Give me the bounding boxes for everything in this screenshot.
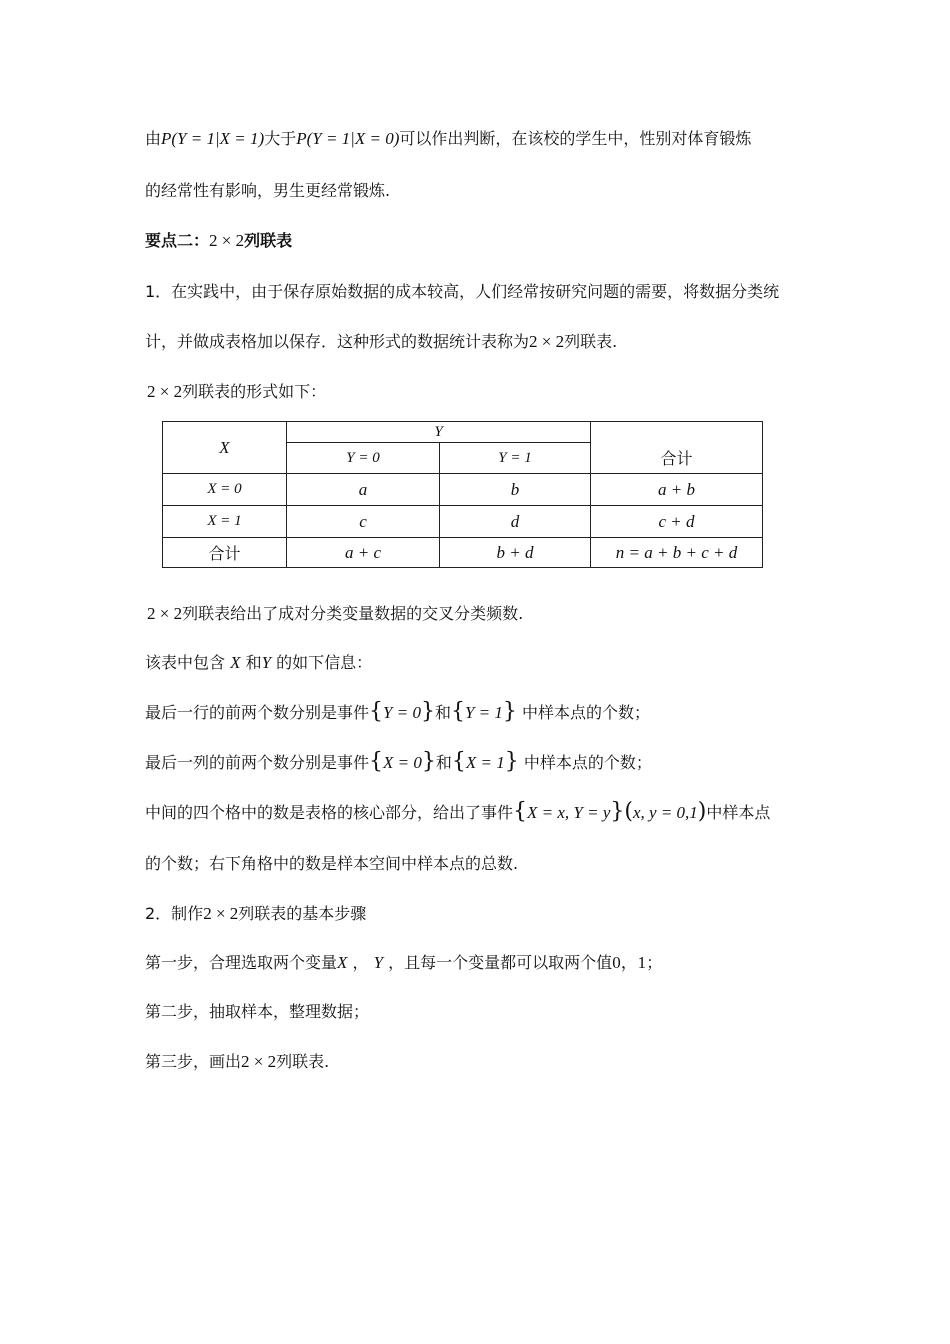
text: 由 <box>145 129 162 148</box>
table-row <box>163 506 763 538</box>
math-2x2: 2 × 2 <box>241 1052 277 1071</box>
text: 第一步，合理选取两个变量 <box>145 953 338 972</box>
table-cell: b + d <box>440 538 591 568</box>
text: ，且每一个变量都可以取两个值 <box>388 953 613 972</box>
paragraph-step3 <box>145 1051 329 1073</box>
text: 列联表的基本步骤 <box>238 904 367 923</box>
text: 列联表. <box>276 1052 330 1071</box>
text: 和 <box>435 753 452 772</box>
paragraph-s2-title <box>145 903 366 925</box>
math-conditional-prob-2: P(Y = 1|X = 0) <box>296 129 400 148</box>
paragraph-form <box>147 381 326 403</box>
paragraph-s1-line1: 1．在实践中，由于保存原始数据的成本较高，人们经常按研究问题的需要，将数据分类统 <box>145 282 780 301</box>
table-cell: b <box>440 474 591 506</box>
paragraph-s1-line2 <box>145 331 617 353</box>
text: 中间的四个格中的数是表格的核心部分，给出了事件 <box>145 803 514 822</box>
text: 2．制作 <box>145 904 204 923</box>
text: 中样本点的个数； <box>522 703 651 722</box>
table-cell: c <box>287 506 440 538</box>
text: 中样本点的个数； <box>523 753 652 772</box>
math-conditional-prob-1: P(Y = 1|X = 1) <box>161 129 265 148</box>
paragraph-after-table <box>147 603 523 625</box>
math-condition: x, y = 0,1 <box>632 803 698 822</box>
math-values: 0，1 <box>612 953 647 972</box>
text: 列联表的形式如下： <box>182 382 327 401</box>
text: ， <box>352 953 369 972</box>
table-row <box>163 538 763 568</box>
text: 中样本点 <box>706 803 771 822</box>
table-cell: c + d <box>591 506 763 538</box>
text: 可以作出判断，在该校的学生中，性别对体育锻炼 <box>399 129 752 148</box>
text: 第三步，画出 <box>145 1052 242 1071</box>
math-2x2: 2 × 2 <box>203 904 239 923</box>
header-y0: Y = 0 <box>287 443 440 474</box>
header-y1: Y = 1 <box>440 443 591 474</box>
math-y: Y <box>261 653 272 672</box>
math-y: Y <box>373 953 384 972</box>
math-2x2: 2 × 2 <box>529 332 565 351</box>
text: 的如下信息： <box>276 653 373 672</box>
paragraph-step2: 第二步，抽取样本，整理数据； <box>145 1002 370 1021</box>
row-label: 合计 <box>163 538 287 568</box>
row-label: X = 1 <box>163 506 287 538</box>
text: 列联表给出了成对分类变量数据的交叉分类频数. <box>182 604 524 623</box>
text: 该表中包含 <box>145 653 226 672</box>
paragraph-last-col: 最后一列的前两个数分别是事件{X = 0}和{X = 1} 中样本点的个数； <box>145 749 652 774</box>
math-event: Y = 1 <box>464 703 503 722</box>
paragraph-conclusion-cont: 的经常性有影响，男生更经常锻炼. <box>145 181 391 200</box>
text: 大于 <box>264 129 297 148</box>
table-cell: a <box>287 474 440 506</box>
header-y: Y <box>287 422 591 443</box>
contingency-table <box>162 421 763 568</box>
math-event: X = x, Y = y <box>527 803 611 822</box>
heading-suffix: 列联表 <box>244 231 293 250</box>
text: 和 <box>245 653 262 672</box>
row-label: X = 0 <box>163 474 287 506</box>
paragraph-conclusion <box>145 128 751 150</box>
table-row <box>163 474 763 506</box>
heading-prefix: 要点二： <box>145 231 210 250</box>
text: 最后一列的前两个数分别是事件 <box>145 753 370 772</box>
math-event: X = 0 <box>383 753 422 772</box>
text: ； <box>646 953 663 972</box>
header-total: 合计 <box>591 422 763 474</box>
math-event: X = 1 <box>465 753 505 772</box>
paragraph-step1 <box>145 952 662 974</box>
table-cell: a + b <box>591 474 763 506</box>
text: 列联表. <box>564 332 618 351</box>
paragraph-middle-cont: 的个数；右下角格中的数是样本空间中样本点的总数. <box>145 854 519 873</box>
math-2x2: 2 × 2 <box>209 231 245 250</box>
paragraph-info <box>145 652 372 674</box>
math-2x2: 2 × 2 <box>147 382 183 401</box>
math-2x2: 2 × 2 <box>147 604 183 623</box>
section-heading <box>145 230 292 252</box>
math-event: Y = 0 <box>383 703 421 722</box>
table-cell: n = a + b + c + d <box>591 538 763 568</box>
math-x: X <box>230 653 241 672</box>
text: 计，并做成表格加以保存．这种形式的数据统计表称为 <box>145 332 530 351</box>
text: 最后一行的前两个数分别是事件 <box>145 703 370 722</box>
table-cell: a + c <box>287 538 440 568</box>
paragraph-middle: 中间的四个格中的数是表格的核心部分，给出了事件{X = x, Y = y}(x, y = 0,1)中样本点 <box>145 799 771 824</box>
paragraph-last-row: 最后一行的前两个数分别是事件{Y = 0}和{Y = 1} 中样本点的个数； <box>145 699 651 724</box>
math-x: X <box>337 953 348 972</box>
text: 和 <box>434 703 451 722</box>
header-x: X <box>163 422 287 474</box>
table-cell: d <box>440 506 591 538</box>
